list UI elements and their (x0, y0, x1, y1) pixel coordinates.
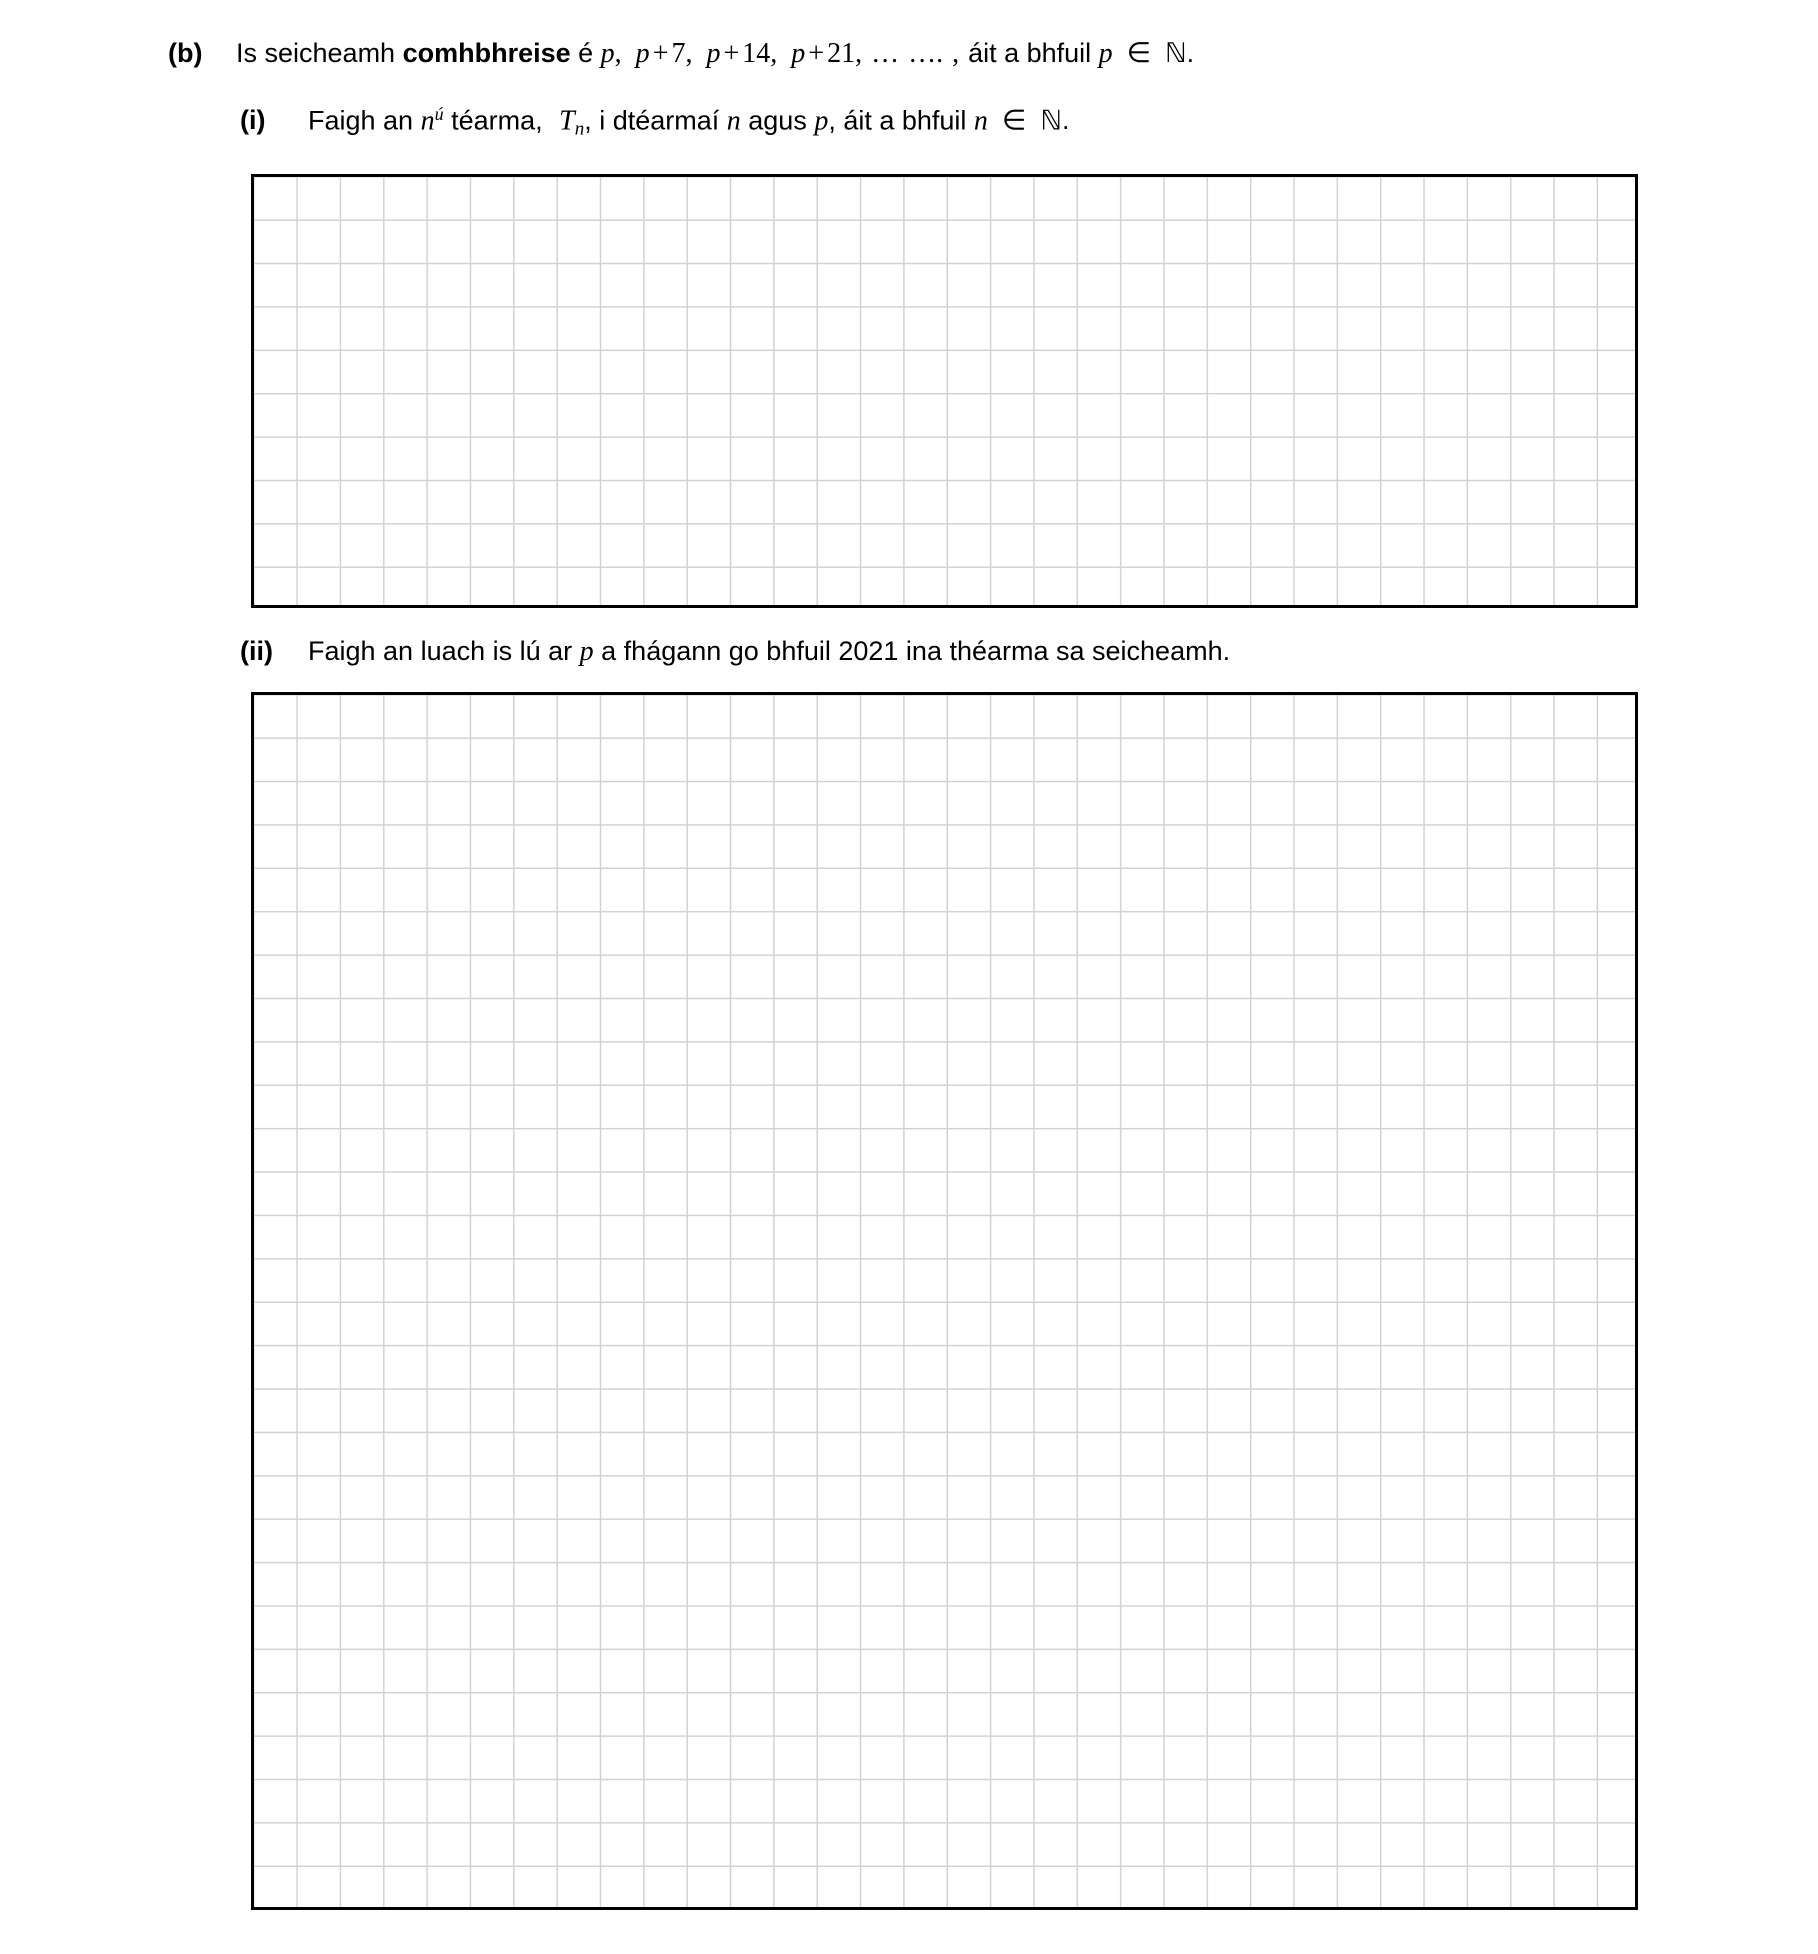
subpart-ii-text-1: Faigh an luach is lú ar (308, 636, 580, 666)
answer-grid-part-b-i-lines (254, 177, 1635, 605)
part-b-seq-term-3-op: + (723, 38, 740, 69)
part-b-seq-term-3-num: 14 (742, 38, 771, 69)
part-b-tail-text: áit a bhfuil (968, 38, 1099, 68)
part-b-statement (236, 40, 1194, 68)
part-b-seq-sep-3: , (770, 38, 778, 69)
part-b-seq-term-2-var: p (635, 38, 650, 69)
subpart-i-var-p: p (814, 105, 829, 137)
question-part-b-ii-line (240, 638, 1230, 666)
subpart-i-text-4: agus (740, 105, 815, 136)
part-b-comma-after-ellipsis: , (952, 38, 960, 69)
answer-grid-part-b-ii[interactable] (251, 692, 1638, 1910)
subpart-i-set-symbol: ℕ (1040, 105, 1062, 137)
subpart-i-term-T: T (559, 105, 575, 137)
part-b-marker: (b) (168, 38, 203, 68)
part-b-seq-term-2-num: 7 (671, 38, 686, 69)
subpart-i-term-T-sub: n (574, 118, 585, 140)
subpart-i-sup-u: ú (434, 104, 444, 124)
part-b-seq-term-4-num: 21 (827, 38, 856, 69)
part-b-set-symbol: ℕ (1165, 38, 1187, 69)
part-b-seq-term-3-var: p (706, 38, 721, 69)
part-b-seq-term-4-op: + (808, 38, 825, 69)
part-b-text-before-bold: Is seicheamh (236, 38, 403, 68)
subpart-i-member-symbol: ∈ (1001, 105, 1027, 137)
subpart-i-text-1: Faigh an (308, 105, 421, 136)
subpart-ii-text-2: a fhágann go bhfuil 2021 ina théarma sa seicheamh. (593, 636, 1231, 666)
part-b-seq-term-2-op: + (652, 38, 669, 69)
subpart-ii-statement (308, 638, 1230, 666)
part-b-period: . (1186, 38, 1195, 68)
subpart-ii-marker: (ii) (240, 636, 273, 666)
part-b-bold-word: comhbhreise (402, 38, 571, 68)
part-b-ellipsis-1: … (871, 38, 900, 69)
subpart-i-marker: (i) (240, 105, 266, 136)
part-b-text-after-bold: é (570, 38, 601, 68)
part-b-seq-term-1: p (600, 38, 615, 69)
subpart-i-var-n2: n (726, 105, 741, 137)
question-part-b-i-line (240, 105, 1069, 139)
part-b-member-symbol: ∈ (1126, 38, 1152, 69)
part-b-seq-sep-1: , (614, 38, 622, 69)
answer-grid-part-b-i[interactable] (251, 174, 1638, 608)
subpart-i-text-2: téarma, (443, 105, 551, 136)
part-b-ellipsis-2: …. (908, 38, 944, 69)
part-b-seq-sep-2: , (685, 38, 693, 69)
subpart-i-statement (308, 105, 1069, 139)
subpart-i-var-n: n (420, 105, 435, 137)
subpart-i-text-5: , áit a bhfuil (828, 105, 974, 136)
subpart-i-period: . (1061, 105, 1070, 136)
part-b-seq-sep-4: , (855, 38, 863, 69)
subpart-ii-var-p: p (579, 636, 594, 667)
question-part-b-line (168, 40, 1194, 68)
subpart-i-text-3: , i dtéarmaí (584, 105, 727, 136)
part-b-tail-var: p (1098, 38, 1113, 69)
subpart-i-var-n3: n (973, 105, 988, 137)
answer-grid-part-b-ii-lines (254, 695, 1635, 1907)
part-b-seq-term-4-var: p (791, 38, 806, 69)
